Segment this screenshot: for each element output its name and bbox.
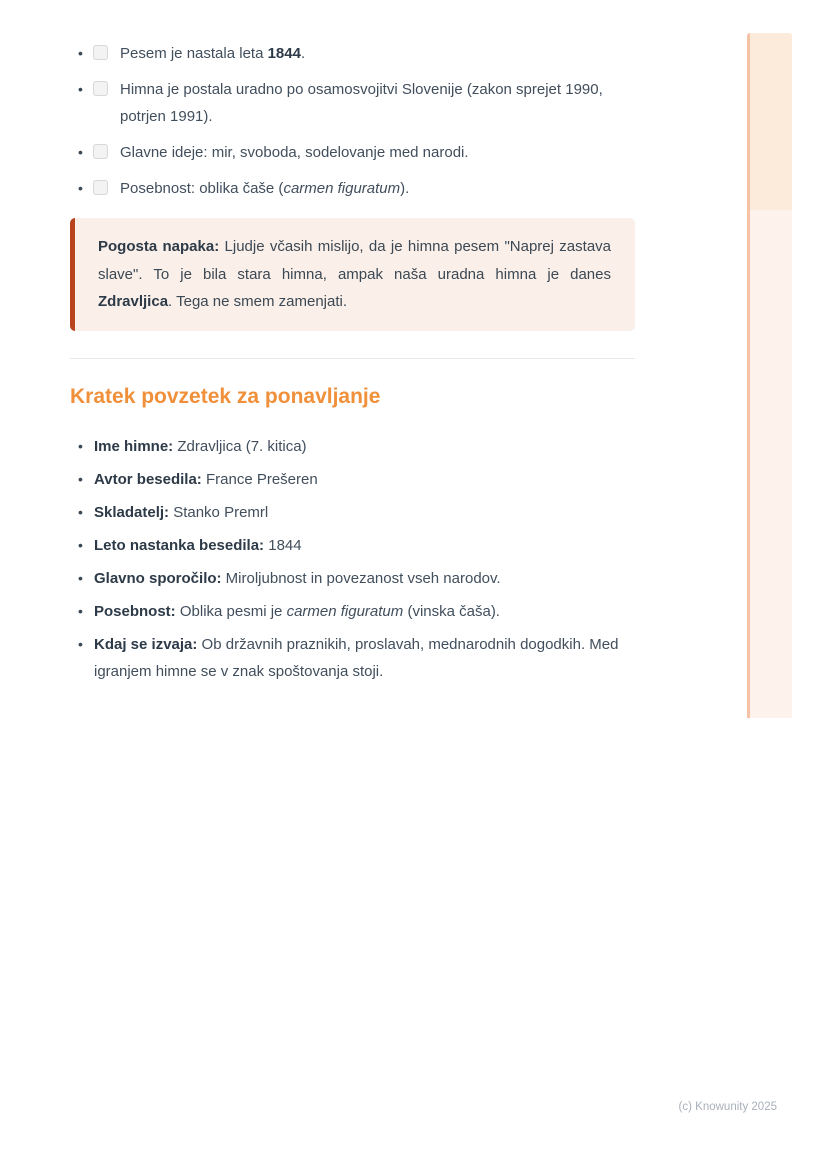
- summary-heading: Kratek povzetek za ponavljanje: [70, 384, 381, 408]
- section-divider: [70, 358, 635, 359]
- checklist-item: [70, 40, 635, 67]
- bullet-dot: •: [78, 81, 83, 97]
- main-content: [70, 40, 635, 691]
- summary-item-text: Skladatelj: Stanko Premrl: [94, 503, 269, 521]
- summary-item: [70, 598, 635, 625]
- checklist: [70, 40, 635, 202]
- summary-item-text: Glavno sporočilo: Miroljubnost in povezanost vseh narodov.: [94, 569, 501, 587]
- checklist-item-text: Himna je postala uradno po osamosvojitvi Slovenije (zakon sprejet 1990, potrjen 1991).: [120, 81, 603, 125]
- common-mistake-callout: [70, 218, 635, 331]
- bullet-dot: •: [78, 45, 83, 61]
- checkbox-icon[interactable]: [93, 144, 108, 159]
- summary-item-text: Ime himne: Zdravljica (7. kitica): [94, 437, 307, 455]
- summary-item: [70, 433, 635, 460]
- callout-text: Pogosta napaka: Ljudje včasih mislijo, da je himna pesem "Naprej zastava slave". To je bila stara himna, ampak naša uradna himna je danes Zdravljica. Tega ne smem zamenjati.: [98, 238, 612, 310]
- summary-item: [70, 532, 635, 559]
- summary-item: [70, 499, 635, 526]
- bullet-dot: •: [78, 536, 83, 553]
- summary-item: [70, 466, 635, 493]
- checklist-item-text: Posebnost: oblika čaše (carmen figuratum).: [120, 180, 410, 197]
- checklist-item-text: Pesem je nastala leta 1844.: [120, 45, 306, 62]
- bullet-dot: •: [78, 602, 83, 619]
- checklist-item: [70, 139, 635, 166]
- bullet-dot: •: [78, 503, 83, 520]
- bullet-dot: •: [78, 437, 83, 454]
- bullet-dot: •: [78, 144, 83, 160]
- summary-item-text: Leto nastanka besedila: 1844: [94, 536, 302, 554]
- summary-item-text: Posebnost: Oblika pesmi je carmen figuratum (vinska čaša).: [94, 602, 500, 620]
- summary-item-text: Kdaj se izvaja: Ob državnih praznikih, proslavah, mednarodnih dogodkih. Med igranjem himne se v znak spoštovanja stoji.: [94, 635, 619, 680]
- bullet-dot: •: [78, 180, 83, 196]
- summary-item-text: Avtor besedila: France Prešeren: [94, 470, 318, 488]
- checklist-item: [70, 76, 635, 130]
- checklist-item-text: Glavne ideje: mir, svoboda, sodelovanje med narodi.: [120, 144, 469, 161]
- summary-list: [70, 433, 635, 685]
- checkbox-icon[interactable]: [93, 45, 108, 60]
- summary-item: [70, 631, 635, 685]
- bullet-dot: •: [78, 569, 83, 586]
- checkbox-icon[interactable]: [93, 180, 108, 195]
- checkbox-icon[interactable]: [93, 81, 108, 96]
- bullet-dot: •: [78, 635, 83, 652]
- summary-item: [70, 565, 635, 592]
- bullet-dot: •: [78, 470, 83, 487]
- page-edge-stripe: [747, 33, 792, 718]
- footer-credit: (c) Knowunity 2025: [678, 1101, 777, 1113]
- checklist-item: [70, 175, 635, 202]
